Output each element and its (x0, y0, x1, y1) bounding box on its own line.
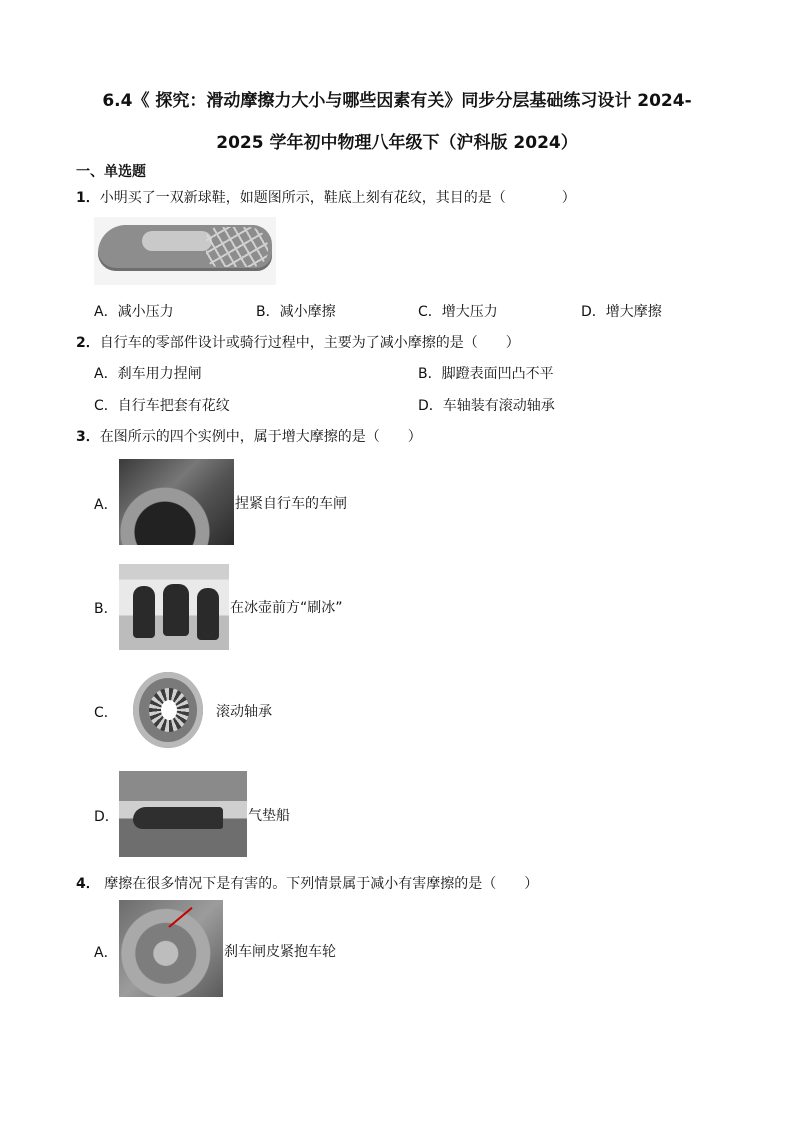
option-4a-caption: 刹车闸皮紧抱车轮 (224, 944, 336, 960)
option-1a[interactable]: A．减小压力 (94, 304, 174, 320)
question-number: 1． (76, 190, 100, 206)
option-3d-caption: 气垫船 (248, 808, 290, 824)
bearing-center-hole (161, 700, 177, 720)
option-3a-letter[interactable]: A． (94, 497, 118, 513)
option-4a-letter[interactable]: A． (94, 945, 118, 961)
question-4 (76, 873, 538, 893)
question-number: 2． (76, 335, 100, 351)
option-3d-letter[interactable]: D． (94, 809, 119, 825)
option-1c[interactable]: C．增大压力 (418, 304, 498, 320)
sole-arch (142, 231, 212, 251)
option-2d[interactable]: D．车轴装有滚动轴承 (418, 398, 555, 414)
shoe-sole-image (94, 217, 276, 285)
question-number: 3． (76, 429, 100, 445)
hovercraft-shape (133, 807, 223, 829)
option-3b-letter[interactable]: B． (94, 601, 118, 617)
page-title-line-1: 6.4《 探究：滑动摩擦力大小与哪些因素有关》同步分层基础练习设计 2024- (102, 91, 692, 111)
question-2 (76, 332, 520, 352)
page-title-line-2: 2025 学年初中物理八年级下（沪科版 2024） (216, 133, 578, 153)
question-text: 摩擦在很多情况下是有害的。下列情景属于减小有害摩擦的是（ ） (99, 876, 539, 892)
sweeper-figure (197, 588, 219, 640)
question-text: 自行车的零部件设计或骑行过程中，主要为了减小摩擦的是（ ） (99, 335, 520, 351)
option-3b-caption: 在冰壶前方“刷冰” (230, 600, 343, 616)
question-1 (76, 187, 576, 207)
option-2c[interactable]: C．自行车把套有花纹 (94, 398, 230, 414)
option-1b[interactable]: B．减小摩擦 (256, 304, 336, 320)
sole-tread-pattern (206, 227, 268, 267)
question-text: 在图所示的四个实例中，属于增大摩擦的是（ ） (99, 429, 422, 445)
option-3a-caption: 捏紧自行车的车闸 (235, 496, 347, 512)
sweeper-figure (163, 584, 189, 636)
question-3 (76, 426, 422, 446)
car-brake-photo (119, 900, 223, 997)
rolling-bearing-photo (119, 666, 215, 754)
curling-sweeping-photo (119, 564, 229, 650)
option-2b[interactable]: B．脚蹬表面凹凸不平 (418, 366, 554, 382)
bike-brake-photo (119, 459, 234, 545)
hovercraft-photo (119, 771, 247, 857)
sweeper-figure (133, 586, 155, 638)
question-text: 小明买了一双新球鞋，如题图所示，鞋底上刻有花纹，其目的是（ ） (99, 190, 576, 206)
question-number: 4． (76, 876, 100, 892)
option-1d[interactable]: D．增大摩擦 (581, 304, 662, 320)
option-2a[interactable]: A．刹车用力捏闸 (94, 366, 202, 382)
option-3c-caption: 滚动轴承 (216, 704, 272, 720)
section-heading: 一、单选题 (76, 164, 146, 180)
option-3c-letter[interactable]: C． (94, 705, 118, 721)
arrow-icon (168, 907, 192, 928)
